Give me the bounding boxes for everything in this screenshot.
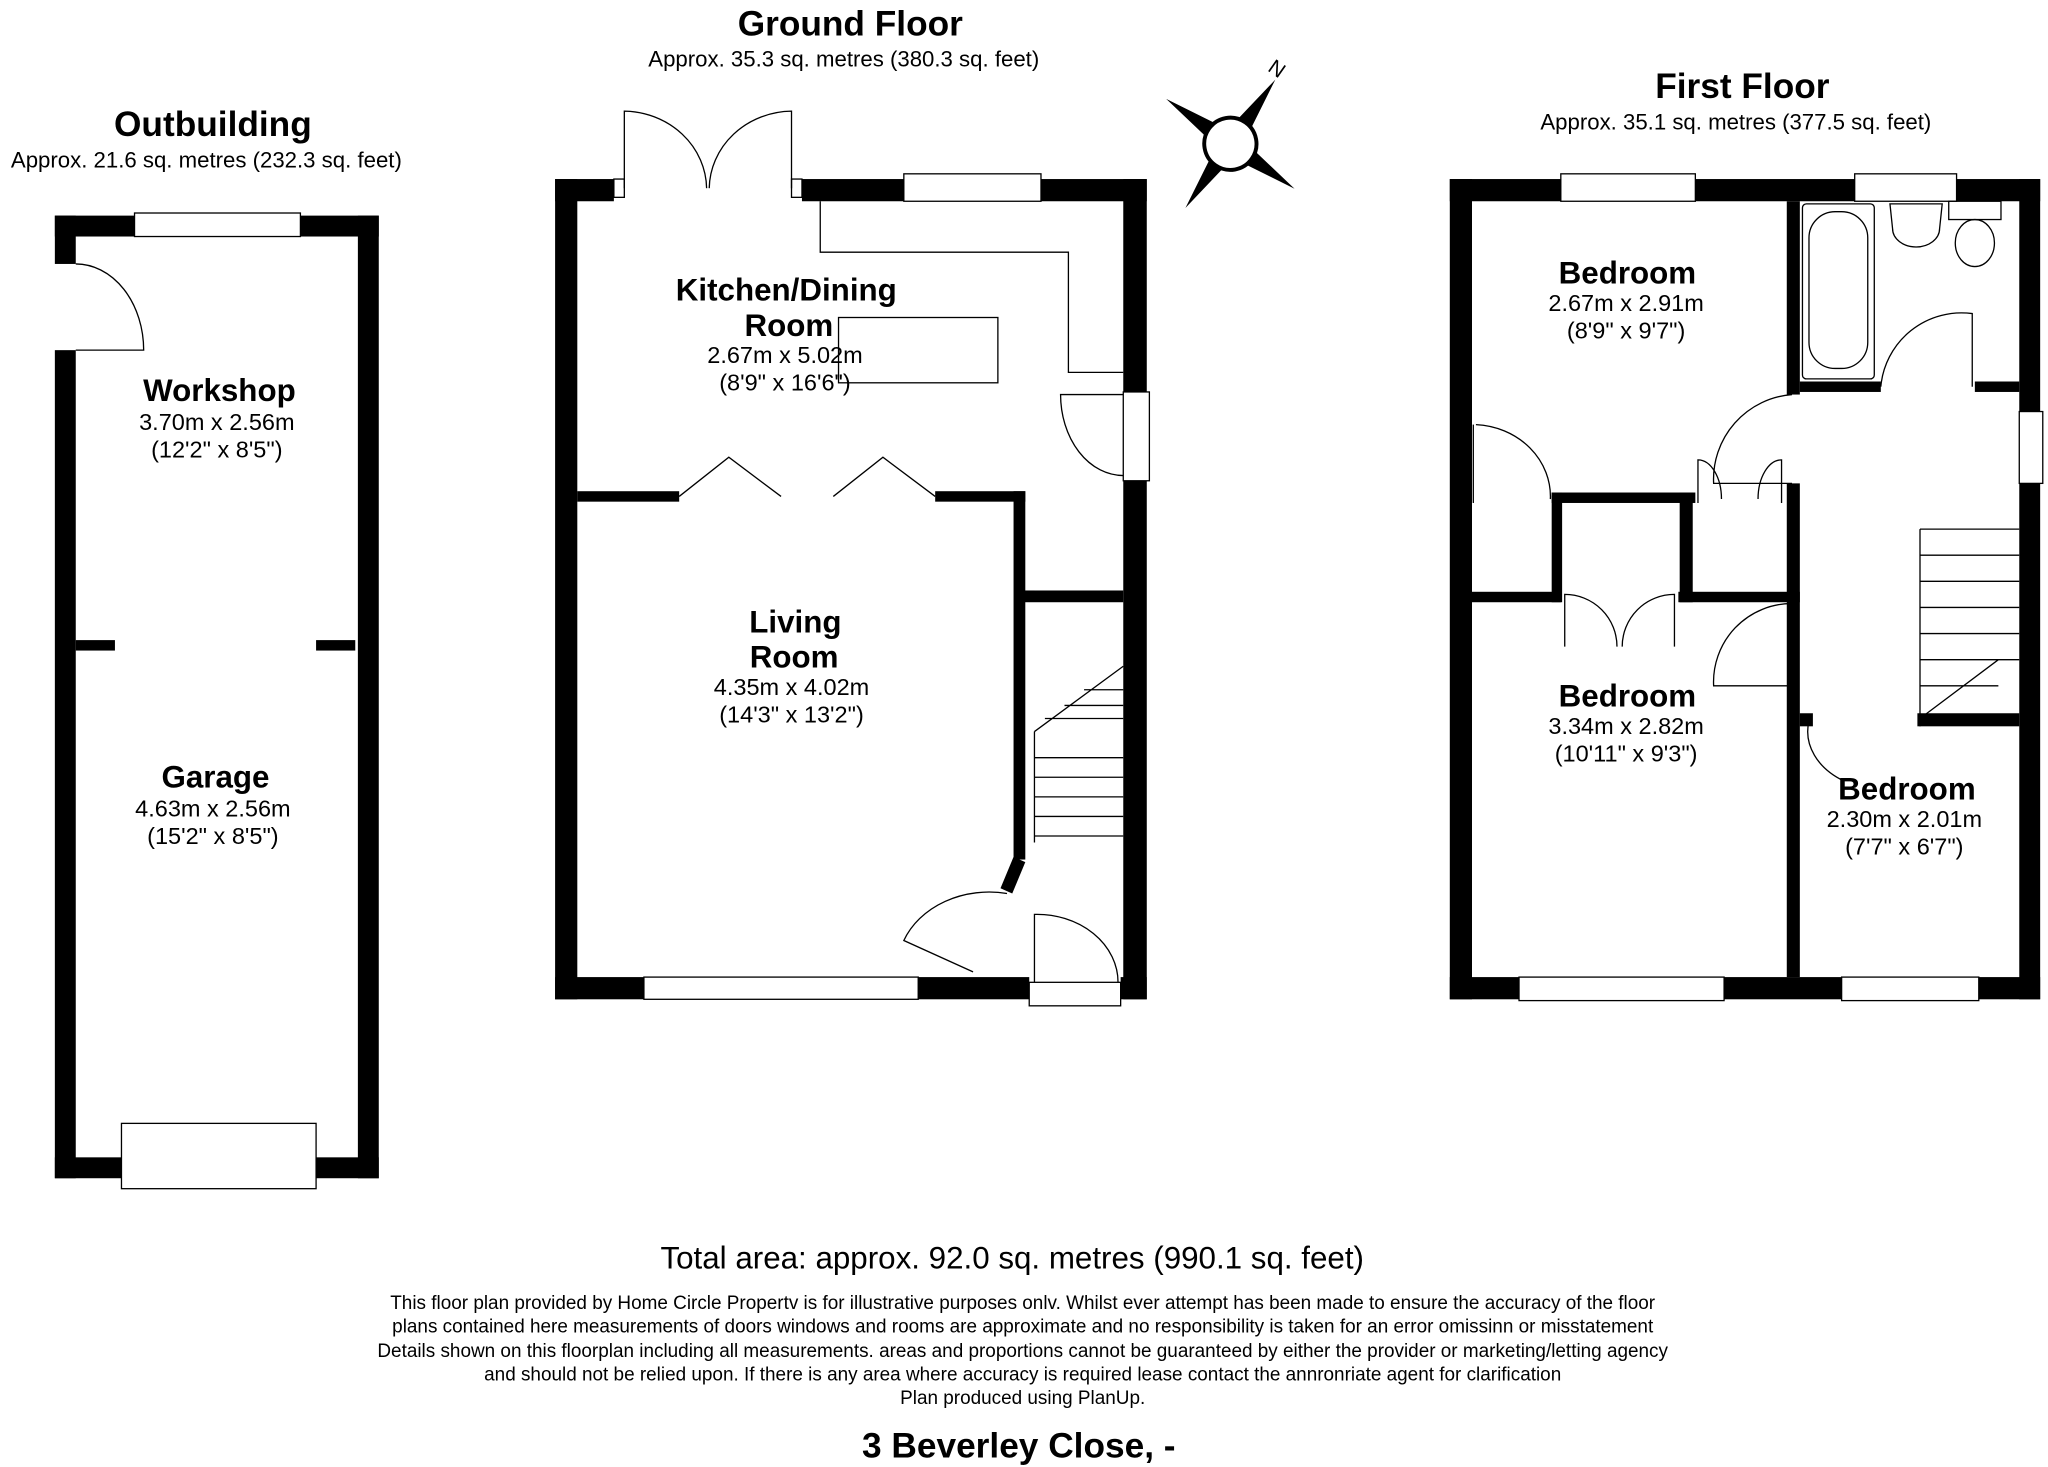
window	[135, 213, 301, 237]
svg-text:Details shown on this floorpla: Details shown on this floorplan including all measurements. areas and proportions cannot be guaranteed by either the provider or marketing/letting agency	[377, 1341, 1668, 1363]
window	[1519, 977, 1724, 1001]
toilet-cistern-icon	[1949, 201, 2001, 219]
cupboard-doors	[1565, 594, 1675, 646]
window	[644, 977, 918, 999]
disclaimer	[377, 1293, 1668, 1409]
door	[904, 892, 1007, 972]
room-metric: 3.34m x 2.82m	[1548, 713, 1704, 740]
window	[1855, 174, 1957, 201]
room-imperial: (12'2" x 8'5")	[151, 436, 283, 463]
address: 3 Beverley Close, -	[862, 1426, 1176, 1466]
room-metric: 4.35m x 4.02m	[713, 673, 870, 700]
room-name: Room	[744, 307, 834, 343]
outbuilding-area: Approx. 21.6 sq. metres (232.3 sq. feet)	[10, 147, 402, 173]
stairs	[1920, 529, 2019, 726]
front-door-frame	[1029, 982, 1120, 1006]
toilet-icon	[1955, 220, 1994, 267]
cupboard-doors	[1698, 460, 1782, 503]
first-floor	[1450, 67, 2043, 1001]
garage-door	[121, 1123, 316, 1188]
ground-floor-area: Approx. 35.3 sq. metres (380.3 sq. feet)	[648, 46, 1040, 72]
room-name: Bedroom	[1558, 678, 1697, 714]
room-name: Living	[749, 604, 842, 640]
room-imperial: (7'7" x 6'7")	[1845, 833, 1964, 860]
room-metric: 2.30m x 2.01m	[1826, 805, 1983, 832]
bathroom-fixtures	[1802, 201, 2001, 379]
outbuilding-title: Outbuilding	[114, 104, 312, 144]
window	[1842, 977, 1979, 1001]
room-name: Bedroom	[1558, 255, 1697, 291]
room-metric: 4.63m x 2.56m	[135, 795, 291, 822]
svg-text:and should not be relied upon.: and should not be relied upon. If there is any area where accuracy is required lease contact the annronriate agent for clarification	[484, 1364, 1562, 1386]
compass-label: N	[1263, 55, 1290, 83]
room-imperial: (14'3" x 13'2")	[719, 701, 864, 728]
room-metric: 2.67m x 5.02m	[707, 342, 863, 369]
svg-text:This floor plan provided by Ho: This floor plan provided by Home Circle Propertv is for illustrative purposes onlv. Whilst ever attempt has been made to ensure the accuracy of the floor	[390, 1292, 1656, 1314]
room-imperial: (8'9" x 9'7")	[1566, 317, 1686, 344]
first-floor-walls	[1450, 179, 2040, 999]
first-floor-title: First Floor	[1655, 67, 1830, 107]
room-metric: 3.70m x 2.56m	[139, 408, 295, 435]
french-doors	[624, 111, 791, 188]
svg-text:plans contained here measureme: plans contained here measurements of doors windows and rooms are approximate and no responsibility is taken for an error omissinn or misstatement	[392, 1316, 1654, 1338]
bathtub-icon	[1802, 204, 1874, 379]
room-name: Room	[749, 639, 839, 675]
svg-text:Plan produced using PlanUp.: Plan produced using PlanUp.	[900, 1388, 1146, 1410]
room-name: Bedroom	[1838, 771, 1976, 807]
front-door	[1034, 914, 1118, 982]
ground-floor-title: Ground Floor	[737, 4, 963, 44]
room-name: Workshop	[143, 373, 296, 409]
room-imperial: (15'2" x 8'5")	[147, 822, 279, 849]
window	[1123, 392, 1149, 481]
stairs	[1034, 666, 1123, 842]
room-name: Garage	[161, 759, 270, 795]
window	[1561, 174, 1696, 201]
outbuilding-walls	[55, 216, 379, 1179]
door	[1476, 425, 1551, 499]
door	[1061, 395, 1124, 476]
room-imperial: (8'9" x 16'6")	[719, 369, 851, 396]
room-imperial: (10'11" x 9'3")	[1554, 740, 1698, 767]
window	[904, 174, 1041, 201]
total-area: Total area: approx. 92.0 sq. metres (990.1 sq. feet)	[660, 1240, 1365, 1276]
bifold-doors	[679, 457, 935, 496]
door	[1714, 395, 1792, 484]
door	[76, 264, 144, 350]
compass-icon	[1121, 35, 1339, 253]
door	[1881, 313, 1972, 387]
door	[1714, 604, 1792, 686]
outbuilding	[11, 105, 402, 1189]
window	[2019, 412, 2043, 484]
room-metric: 2.67m x 2.91m	[1548, 289, 1704, 316]
sink-icon	[1890, 204, 1942, 247]
room-name: Kitchen/Dining	[675, 272, 897, 308]
ground-floor	[555, 4, 1149, 1005]
first-floor-area: Approx. 35.1 sq. metres (377.5 sq. feet)	[1540, 109, 1932, 135]
